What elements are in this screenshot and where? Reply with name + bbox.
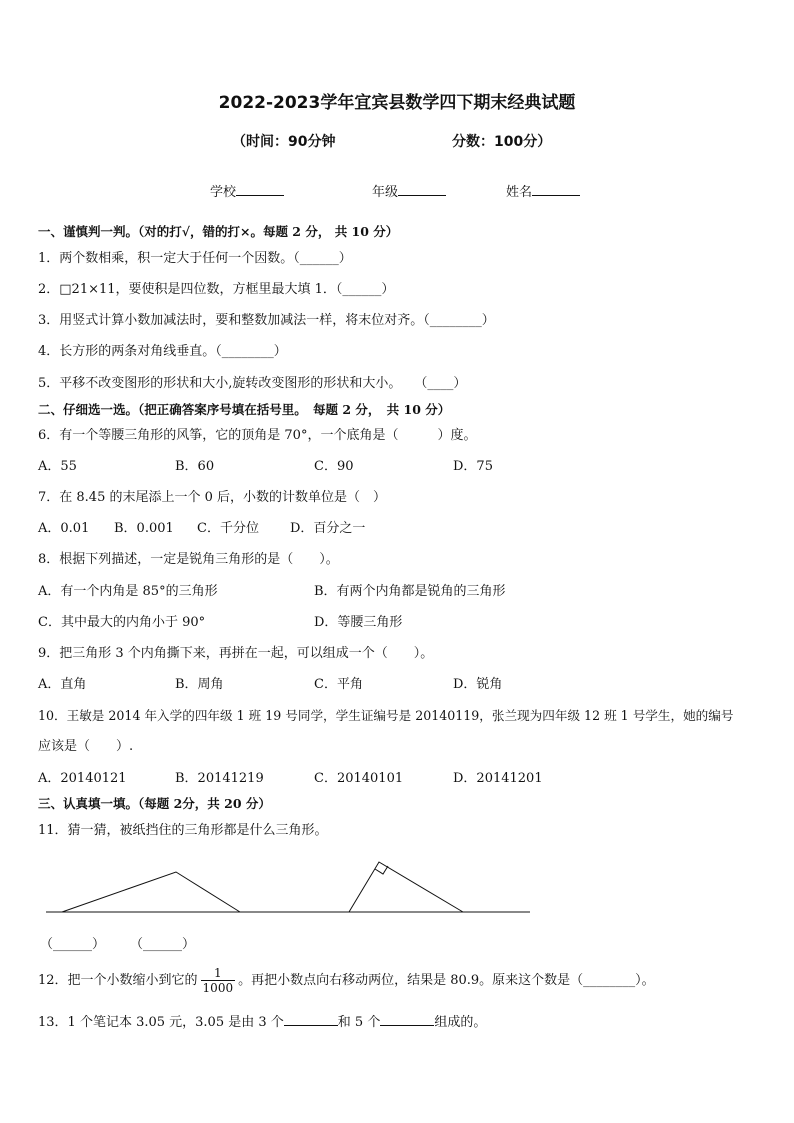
question-6: 6．有一个等腰三角形的风筝，它的顶角是 70°，一个底角是（ ）度。 bbox=[38, 428, 477, 443]
section-3-heading: 三、认真填一填。（每题 2分，共 20 分） bbox=[38, 796, 271, 811]
question-3: 3．用竖式计算小数加减法时，要和整数加减法一样，将末位对齐。（________） bbox=[38, 313, 495, 328]
q7-option-a[interactable]: A．0.01 bbox=[38, 521, 90, 536]
grade-label: 年级 bbox=[372, 185, 399, 200]
exam-title: 2022-2023学年宜宾县数学四下期末经典试题 bbox=[218, 93, 576, 113]
hidden-triangles-figure bbox=[0, 850, 794, 930]
q13-part-3: 组成的。 bbox=[434, 1015, 487, 1030]
q8-option-b[interactable]: B．有两个内角都是锐角的三角形 bbox=[314, 584, 506, 599]
question-12 bbox=[38, 962, 655, 1000]
fraction-denominator: 1000 bbox=[202, 981, 234, 995]
name-field bbox=[506, 181, 580, 200]
q6-option-d[interactable]: D．75 bbox=[453, 459, 493, 474]
school-label: 学校 bbox=[210, 185, 237, 200]
question-4: 4．长方形的两条对角线垂直。（________） bbox=[38, 344, 287, 359]
question-9: 9．把三角形 3 个内角撕下来，再拼在一起，可以组成一个（ ）。 bbox=[38, 646, 434, 661]
q10-option-c[interactable]: C．20140101 bbox=[314, 771, 404, 786]
name-label: 姓名 bbox=[506, 185, 533, 200]
q12-text-after: 。再把小数点向右移动两位，结果是 80.9。原来这个数是（________）。 bbox=[238, 973, 655, 988]
grade-field bbox=[372, 181, 446, 200]
q9-option-c[interactable]: C．平角 bbox=[314, 677, 363, 692]
q6-option-b[interactable]: B．60 bbox=[175, 459, 215, 474]
q7-option-d[interactable]: D．百分之一 bbox=[290, 521, 366, 536]
school-field bbox=[210, 181, 284, 200]
question-13 bbox=[38, 1012, 486, 1031]
fraction-one-thousandth bbox=[201, 966, 236, 995]
question-1: 1．两个数相乘，积一定大于任何一个因数。（______） bbox=[38, 251, 352, 266]
section-2-heading: 二、仔细选一选。（把正确答案序号填在括号里。 每题 2 分， 共 10 分） bbox=[38, 402, 451, 417]
q8-option-d[interactable]: D．等腰三角形 bbox=[314, 615, 403, 630]
question-11: 11．猜一猜，被纸挡住的三角形都是什么三角形。 bbox=[38, 823, 328, 838]
question-10-line-2: 应该是（ ）. bbox=[38, 739, 134, 754]
q9-option-b[interactable]: B．周角 bbox=[175, 677, 224, 692]
q8-option-a[interactable]: A．有一个内角是 85°的三角形 bbox=[38, 584, 218, 599]
exam-time: （时间：90分钟 bbox=[232, 134, 336, 150]
q10-option-a[interactable]: A．20140121 bbox=[38, 771, 127, 786]
q6-option-a[interactable]: A．55 bbox=[38, 459, 77, 474]
school-blank[interactable] bbox=[236, 182, 284, 196]
triangle-1-visible-part bbox=[62, 872, 240, 912]
grade-blank[interactable] bbox=[398, 182, 446, 196]
q10-option-b[interactable]: B．20141219 bbox=[175, 771, 264, 786]
q13-blank-1[interactable] bbox=[284, 1012, 338, 1026]
question-2: 2．□21×11，要使积是四位数，方框里最大填 1．（______） bbox=[38, 282, 395, 297]
question-7: 7．在 8.45 的末尾添上一个 0 后，小数的计数单位是（ ） bbox=[38, 490, 387, 505]
triangle-2-visible-part bbox=[349, 862, 463, 912]
q9-option-d[interactable]: D．锐角 bbox=[453, 677, 503, 692]
fraction-numerator: 1 bbox=[201, 966, 236, 981]
q7-option-b[interactable]: B．0.001 bbox=[114, 521, 174, 536]
question-8: 8．根据下列描述，一定是锐角三角形的是（ ）。 bbox=[38, 552, 339, 567]
section-1-heading: 一、谨慎判一判。（对的打√，错的打×。每题 2 分， 共 10 分） bbox=[38, 224, 399, 239]
q11-blank-1[interactable]: （______） bbox=[40, 937, 106, 952]
question-5: 5．平移不改变图形的形状和大小,旋转改变图形的形状和大小。 （____） bbox=[38, 376, 467, 391]
exam-score: 分数：100分） bbox=[452, 134, 552, 150]
q12-text-before: 12．把一个小数缩小到它的 bbox=[38, 973, 198, 988]
q10-option-d[interactable]: D．20141201 bbox=[453, 771, 543, 786]
right-angle-mark bbox=[375, 866, 388, 874]
q7-option-c[interactable]: C．千分位 bbox=[197, 521, 259, 536]
q13-part-1: 13．1 个笔记本 3.05 元，3.05 是由 3 个 bbox=[38, 1015, 284, 1030]
q8-option-c[interactable]: C．其中最大的内角小于 90° bbox=[38, 615, 206, 630]
q9-option-a[interactable]: A．直角 bbox=[38, 677, 87, 692]
q6-option-c[interactable]: C．90 bbox=[314, 459, 354, 474]
q13-blank-2[interactable] bbox=[380, 1012, 434, 1026]
q11-blank-2[interactable]: （______） bbox=[130, 937, 196, 952]
q13-part-2: 和 5 个 bbox=[337, 1015, 381, 1030]
question-10-line-1: 10．王敏是 2014 年入学的四年级 1 班 19 号同学，学生证编号是 20140119，张兰现为四年级 12 班 1 号学生，她的编号 bbox=[38, 708, 734, 723]
name-blank[interactable] bbox=[532, 182, 580, 196]
